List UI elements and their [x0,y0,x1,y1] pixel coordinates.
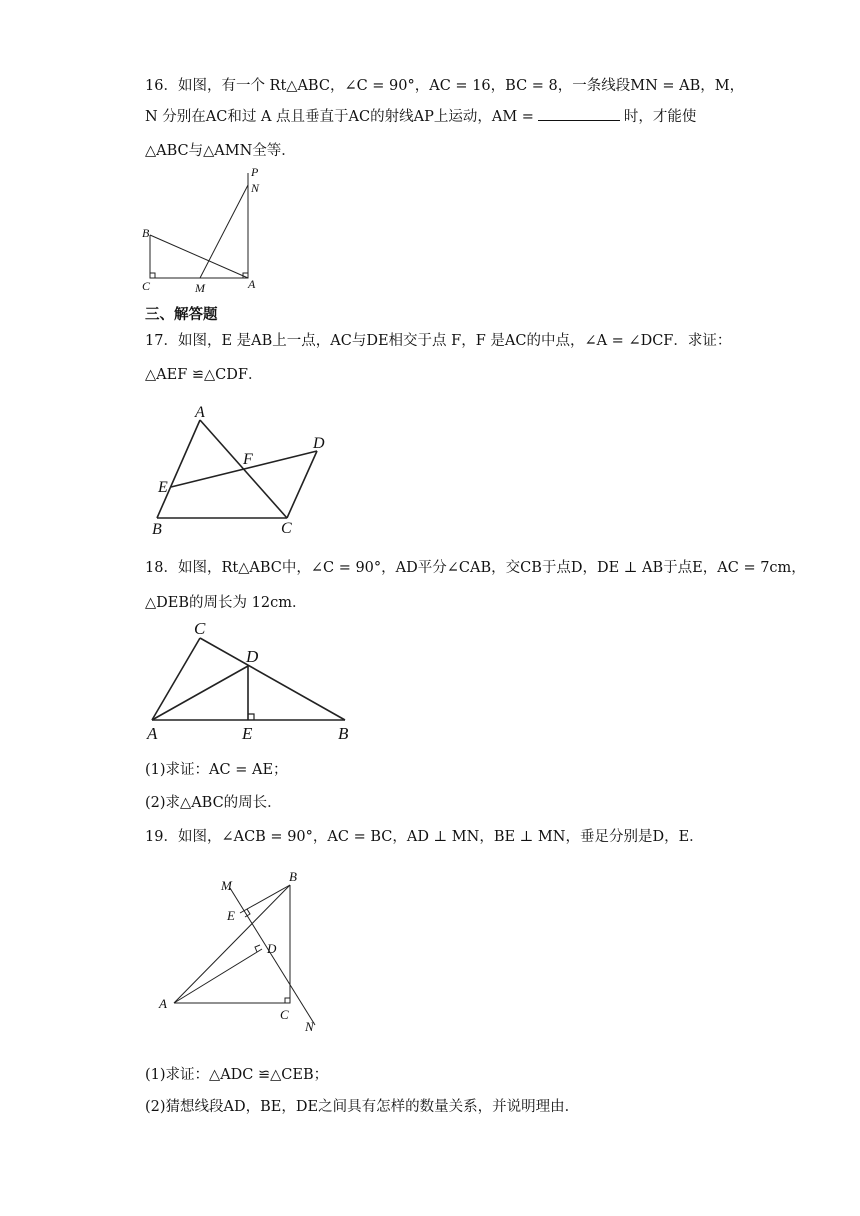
q16-line-2-end: 时，才能使 [623,109,697,125]
q16-seg-mn [200,185,248,278]
q17-seg-ab [157,420,200,518]
q16-right-angle-c [150,273,155,278]
q18-label-b: B [338,724,349,743]
q18-seg-ad [152,666,248,720]
q16-figure [140,165,270,295]
q16-label-a: A [248,277,256,291]
q19-line-1: 19．如图，∠ACB = 90°，AC = BC，AD ⊥ MN，BE ⊥ MN，垂足分别是D，E． [145,829,704,845]
q19-label-a: A [159,996,167,1011]
q19-seg-be [240,885,290,913]
q19-line-mn [230,888,315,1025]
q17-line-1: 17．如图，E 是AB上一点，AC与DE相交于点 F，F 是AC的中点，∠A = ∠DCF．求证： [145,333,732,349]
q16-label-c: C [142,279,151,293]
q17-label-b: B [152,521,162,538]
q18-label-a: A [147,724,158,743]
q19-label-m: M [221,878,232,893]
q16-label-p: P [251,165,259,179]
q18-part-1: (1)求证：AC = AE； [145,762,288,778]
q19-figure [150,865,330,1040]
q18-label-e: E [242,724,253,743]
q19-part-2: (2)猜想线段AD，BE，DE之间具有怎样的数量关系，并说明理由． [145,1099,580,1115]
q19-seg-ad [174,949,262,1003]
q17-line-2: △AEF ≌△CDF． [145,367,263,383]
q18-part-2: (2)求△ABC的周长． [145,795,282,811]
q17-label-e: E [158,479,168,496]
q16-line-2 [145,106,696,127]
q17-label-c: C [281,520,292,537]
q18-seg-ac [152,638,200,720]
q16-label-n: N [251,181,260,195]
q19-part-1: (1)求证：△ADC ≌△CEB； [145,1067,329,1083]
q17-label-d: D [313,435,325,452]
q18-seg-cb [200,638,345,720]
q19-right-angle-c [285,998,290,1003]
q18-line-2: △DEB的周长为 12cm． [145,595,307,611]
q19-label-e: E [227,908,235,923]
q19-label-d: D [267,941,277,956]
q16-label-b: B [142,226,150,240]
q18-right-angle-e [248,714,254,720]
q17-label-f: F [243,451,253,468]
q19-label-n: N [305,1019,314,1034]
q17-label-a: A [195,404,205,421]
q19-label-c: C [280,1007,289,1022]
q18-figure [140,615,370,750]
q19-label-b: B [289,869,297,884]
q17-seg-cd [287,451,317,518]
q18-line-1: 18．如图，Rt△ABC中，∠C = 90°，AD平分∠CAB，交CB于点D，DE ⊥ AB于点E，AC = 7cm， [145,560,806,576]
answer-blank [538,106,620,121]
q16-line-2-start: N 分别在AC和过 A 点且垂直于AC的射线AP上运动，AM = [145,109,534,125]
q16-line-3: △ABC与△AMN全等． [145,143,296,159]
q18-label-d: D [246,647,259,666]
q18-label-c: C [194,619,206,638]
q16-line-1: 16．如图，有一个 Rt△ABC，∠C = 90°，AC = 16，BC = 8，一条线段MN = AB，M， [145,78,745,94]
q16-seg-ba [150,235,248,278]
section-3-title: 三、解答题 [145,307,218,323]
q17-figure [145,400,345,540]
q16-label-m: M [195,281,205,295]
